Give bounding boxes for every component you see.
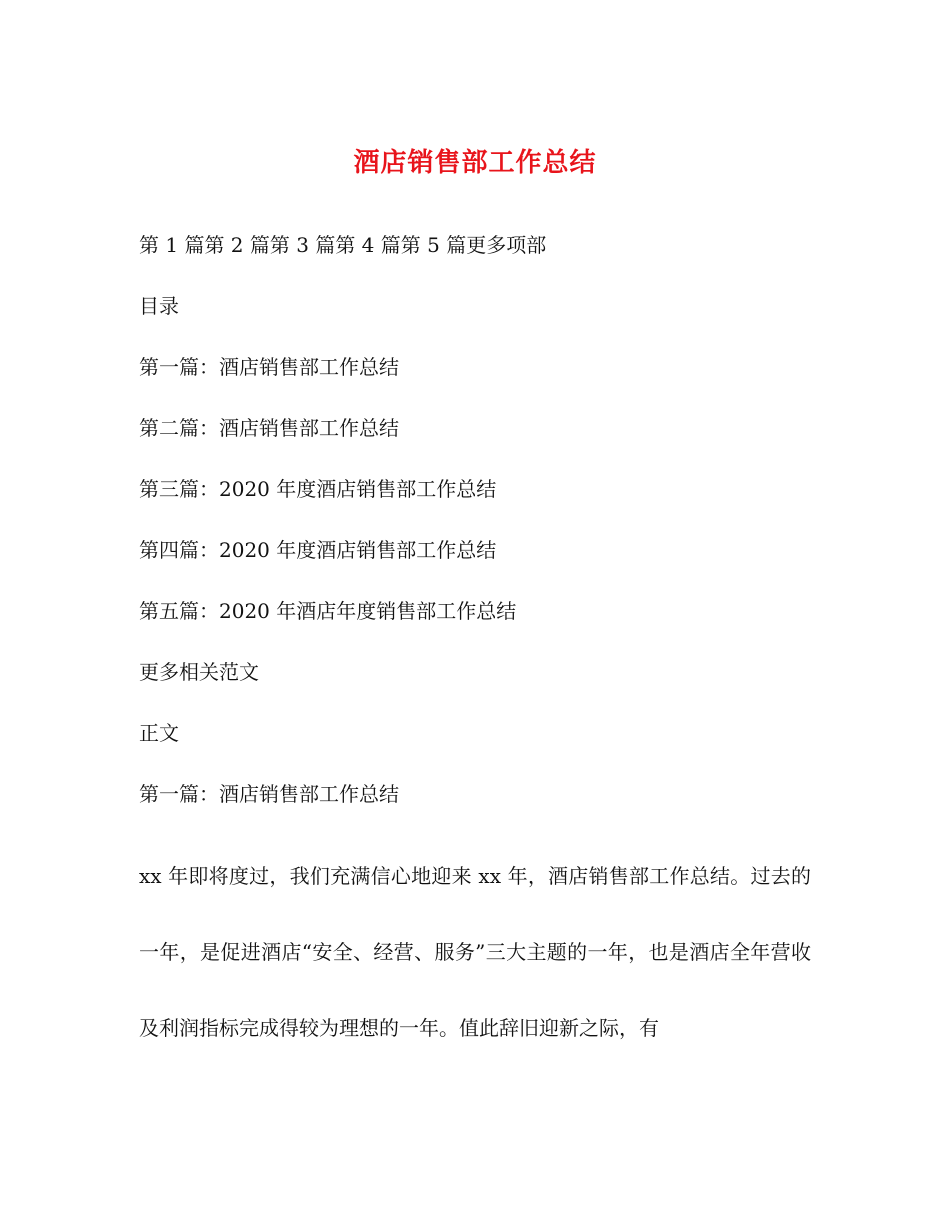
section-title: 第一篇：酒店销售部工作总结 [139,782,399,806]
toc-item-5: 第五篇：2020 年酒店年度销售部工作总结 [139,599,517,623]
chapter-nav-line: 第 1 篇第 2 篇第 3 篇第 4 篇第 5 篇更多项部 [139,233,547,257]
body-paragraph: xx 年即将度过，我们充满信心地迎来 xx 年，酒店销售部工作总结。过去的一年，是促进酒店“安全、经营、服务”三大主题的一年，也是酒店全年营收及利润指标完成得较为理想的一年。值此辞旧迎新之际，有 [139,864,811,1040]
toc-item-1: 第一篇：酒店销售部工作总结 [139,355,399,379]
toc-heading: 目录 [139,294,179,318]
toc-item-4: 第四篇：2020 年度酒店销售部工作总结 [139,538,497,562]
more-related-link: 更多相关范文 [139,660,259,684]
toc-item-3: 第三篇：2020 年度酒店销售部工作总结 [139,477,497,501]
body-heading: 正文 [139,721,179,745]
toc-item-2: 第二篇：酒店销售部工作总结 [139,416,399,440]
document-title: 酒店销售部工作总结 [353,148,597,178]
